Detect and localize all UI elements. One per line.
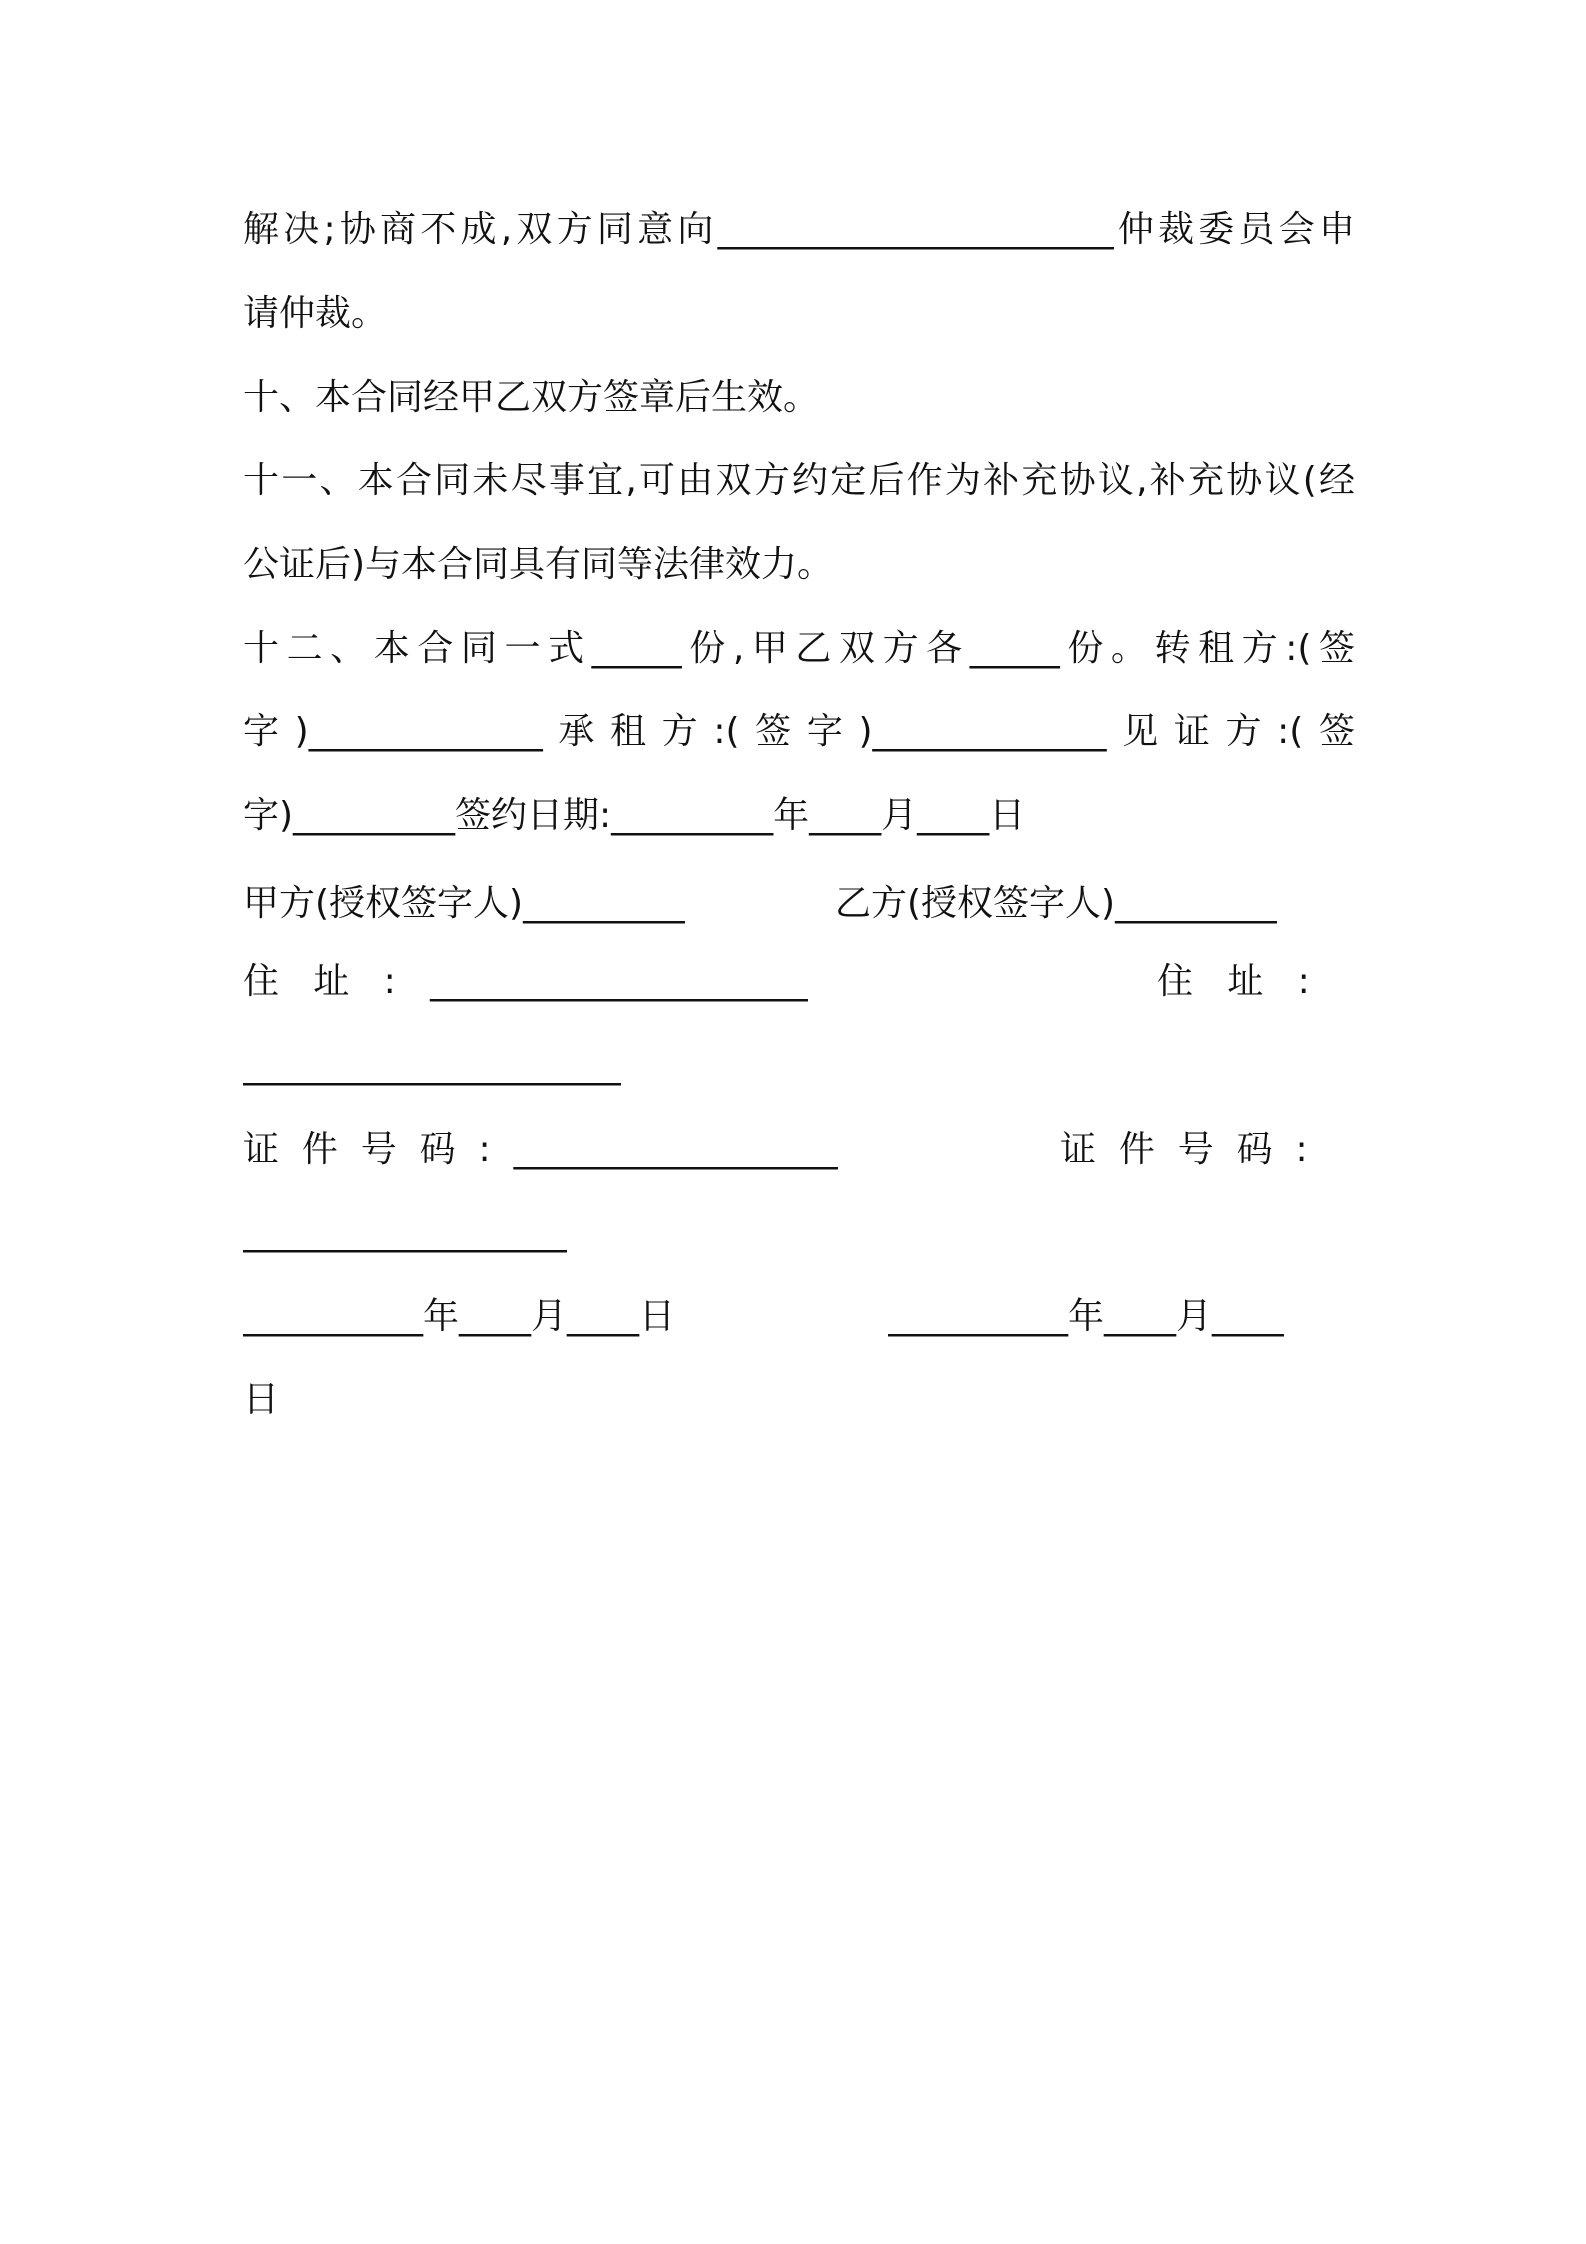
party-b-id-number-blank: __________________ (243, 1212, 567, 1253)
party-a-address: 住 址 : _____________________ (243, 961, 809, 1002)
party-a-id-number: 证 件 号 码 : __________________ (243, 1129, 838, 1170)
clause-twelve-line-2: 字)_____________承租方:(签字)_____________见证方:(签 (243, 711, 1355, 752)
party-b-id-number-label: 证 件 号 码 : (1060, 1129, 1308, 1170)
party-a-signatory: 甲方(授权签字人)_________ (243, 883, 686, 924)
clause-nine-line-1: 解决;协商不成,双方同意向______________________仲裁委员会申 (243, 209, 1355, 250)
clause-ten: 十、本合同经甲乙双方签章后生效。 (243, 377, 820, 418)
clause-nine-line-2: 请仲裁。 (243, 293, 388, 334)
party-b-address-label: 住 址 : (1157, 961, 1310, 1002)
party-a-date: __________年____月____日 (243, 1296, 675, 1337)
party-b-date-day: 日 (243, 1379, 280, 1420)
clause-eleven-line-1: 十一、本合同未尽事宜,可由双方约定后作为补充协议,补充协议(经 (243, 460, 1355, 501)
clause-eleven-line-2: 公证后)与本合同具有同等法律效力。 (243, 544, 834, 585)
clause-twelve-line-3: 字)_________签约日期:_________年____月____日 (243, 795, 1026, 836)
party-b-address-blank: _____________________ (243, 1045, 621, 1086)
party-b-signatory: 乙方(授权签字人)_________ (835, 883, 1278, 924)
clause-twelve-line-1: 十二、本合同一式_____份,甲乙双方各_____份。转租方:(签 (243, 628, 1355, 669)
party-b-date: __________年____月____ (888, 1296, 1284, 1337)
